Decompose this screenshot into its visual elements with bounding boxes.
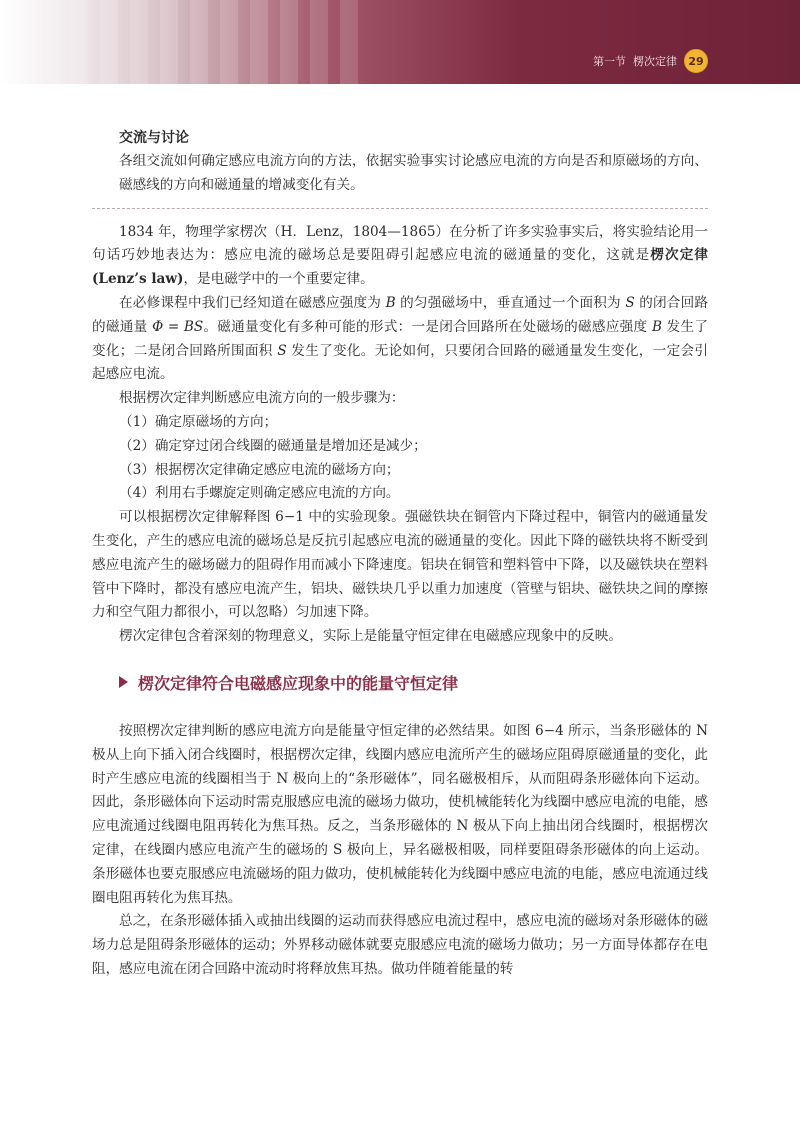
divider bbox=[92, 208, 708, 209]
step-item: （3）根据楞次定律确定感应电流的磁场方向； bbox=[119, 461, 400, 478]
discussion-box bbox=[92, 126, 708, 198]
text-run: 的匀强磁场中，垂直通过一个面积为 bbox=[395, 294, 626, 311]
symbol-s: S bbox=[625, 294, 635, 311]
paragraph-significance: 楞次定律包含着深刻的物理意义，实际上是能量守恒定律在电磁感应现象中的反映。 bbox=[119, 628, 622, 645]
paragraph-magnetic-flux bbox=[92, 292, 708, 387]
page-number-badge: 29 bbox=[684, 49, 708, 73]
header-title: 楞次定律 bbox=[633, 55, 677, 68]
symbol-b: B bbox=[385, 294, 396, 311]
text-run: 在必修课程中我们已经知道在磁感应强度为 bbox=[119, 294, 386, 311]
step-item: （2）确定穿过闭合线圈的磁通量是增加还是减少； bbox=[119, 437, 427, 454]
symbol-s: S bbox=[277, 342, 287, 359]
discussion-text: 各组交流如何确定感应电流方向的方法，依据实验事实讨论感应电流的方向是否和原磁场的方向、磁感线的方向和磁通量的增减变化有关。 bbox=[119, 153, 708, 193]
discussion-title: 交流与讨论 bbox=[119, 130, 189, 146]
paragraph-energy-conservation: 按照楞次定律判断的感应电流方向是能量守恒定律的必然结果。如图 6−4 所示，当条形磁体的 N 极从上向下插入闭合线圈时，根据楞次定律，线圈内感应电流所产生的磁场应阻碍原磁通量的变化，此时产生感应电流的线圈相当于 N 极向上的“条形磁体”，同名磁极相斥，从而阻碍条形磁体向下运动。因此，条形磁体向下运动时需克服感应电流的磁场力做功，使机械能转化为线圈中感应电流的电能，感应电流通过线圈电阻再转化为焦耳热。反之，当条形磁体的 N 极从下向上抽出闭合线圈时，根据楞次定律，在线圈内感应电流产生的磁场的 S 极向上，异名磁极相吸，同样要阻碍条形磁体的向上运动。条形磁体也要克服感应电流磁场的阻力做功，使机械能转化为线圈中感应电流的电能，感应电流通过线圈电阻再转化为焦耳热。 bbox=[92, 722, 708, 906]
header-decoration bbox=[70, 0, 370, 84]
paragraph-lenz-law bbox=[92, 221, 708, 292]
paragraph-steps-intro: 根据楞次定律判断感应电流方向的一般步骤为： bbox=[119, 390, 405, 407]
text-run: 。磁通量变化有多种可能的形式：一是闭合回路所在处磁场的磁感应强度 bbox=[203, 318, 653, 335]
text-run: 1834 年，物理学家楞次（H．Lenz，1804—1865）在分析了许多实验事实后，将实验结论用一句话巧妙地表达为：感应电流的磁场总是要阻碍引起感应电流的磁通量的变化，这就是 bbox=[92, 223, 708, 264]
running-header bbox=[593, 50, 708, 72]
text-run: 发生了变化。无论如何，只要闭合回路的磁通量发生变化，一定会引起感应电流。 bbox=[92, 342, 708, 383]
section-heading-text: 楞次定律符合电磁感应现象中的能量守恒定律 bbox=[138, 673, 459, 693]
header-band bbox=[0, 0, 800, 84]
step-item: （4）利用右手螺旋定则确定感应电流的方向。 bbox=[119, 485, 400, 502]
symbol-b: B bbox=[652, 318, 663, 335]
header-section: 第一节 bbox=[593, 55, 626, 68]
text-run: ，是电磁学中的一个重要定律。 bbox=[183, 271, 374, 288]
triangle-bullet-icon bbox=[119, 676, 128, 688]
page-content bbox=[92, 126, 708, 982]
step-item: （1）确定原磁场的方向； bbox=[119, 413, 278, 430]
text-run: 发生了变化；二是闭合回路所围面积 bbox=[92, 318, 708, 359]
text-run: 的闭合回路的磁通量 bbox=[92, 294, 708, 335]
paragraph-experiment: 可以根据楞次定律解释图 6−1 中的实验现象。强磁铁块在铜管内下降过程中，铜管内的磁通量发生变化，产生的感应电流的磁场总是反抗引起感应电流的磁通量的变化。因此下降的磁铁块将不断受到感应电流产生的磁场磁力的阻碍作用而减小下降速度。铝块在铜管和塑料管中下降，以及磁铁块在塑料管中下降时，都没有感应电流产生，铝块、磁铁块几乎以重力加速度（管壁与铝块、磁铁块之间的摩擦力和空气阻力都很小，可以忽略）匀加速下降。 bbox=[92, 509, 708, 621]
term-lenz-law: 楞次定律 (Lenz’s law) bbox=[92, 247, 709, 288]
paragraph-summary: 总之，在条形磁体插入或抽出线圈的运动而获得感应电流过程中，感应电流的磁场对条形磁体的磁场力总是阻碍条形磁体的运动；外界移动磁体就要克服感应电流的磁场力做功；另一方面导体都存在电阻，感应电流在闭合回路中流动时将释放焦耳热。做功伴随着能量的转 bbox=[92, 913, 708, 977]
section-heading bbox=[119, 671, 708, 694]
formula-flux: Φ = BS bbox=[152, 318, 204, 335]
